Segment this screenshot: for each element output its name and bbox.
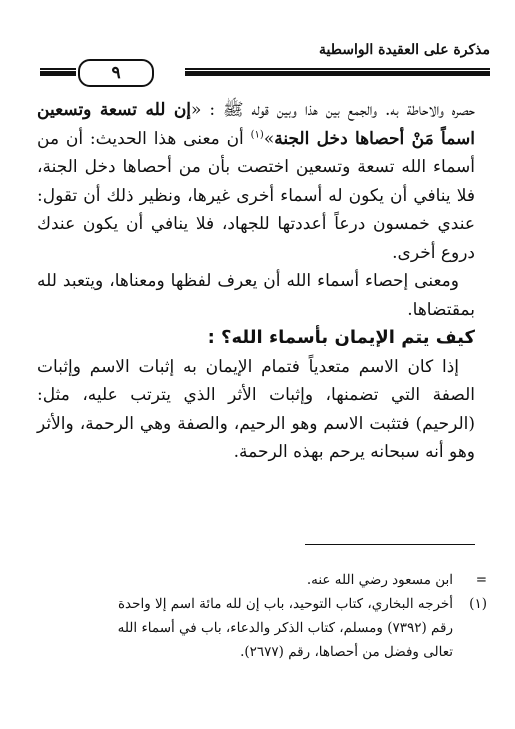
footnote-separator xyxy=(305,544,475,545)
hadith-quote: إن لله تسعة وتسعين اسماً مَنْ أحصاها دخل الجنة xyxy=(37,100,475,149)
running-title: مذكرة على العقيدة الواسطية xyxy=(319,42,490,58)
page-number: ٩ xyxy=(78,59,154,87)
footnote-1-line-1: أخرجه البخاري، كتاب التوحيد، باب إن لله مائة اسم إلا واحدة xyxy=(117,596,453,612)
footnote-continued-text: ابن مسعود رضي الله عنه. xyxy=(306,572,453,588)
footnote-continued-mark: = xyxy=(475,572,487,588)
footnote-continued xyxy=(31,568,487,592)
quote-close: » xyxy=(263,128,275,149)
footnote-1-line-2: رقم (٧٣٩٢) ومسلم، كتاب الذكر والدعاء، باب في أسماء الله xyxy=(117,620,453,636)
paragraph-1-rest: أن معنى هذا الحديث: أن من أسماء الله تسعة وتسعين اختصت بأن من أحصاها دخل الجنة، فلا ينافي أن يكون له أسماء أخرى غيرها، ونظير ذلك أن تقول: عندي خمسون درعاً أعددتها للجهاد، فلا ينافي أن يكون عندك دروع أخرى. xyxy=(37,128,475,263)
main-text xyxy=(37,96,475,467)
header-rule-thick xyxy=(185,71,490,76)
header-rule-left-thin xyxy=(40,68,76,70)
header-rule-thin xyxy=(185,68,490,70)
header-rule-left-thick xyxy=(40,71,76,76)
paragraph-1 xyxy=(37,96,475,267)
page-header xyxy=(40,40,490,90)
section-heading: كيف يتم الإيمان بأسماء الله؟ : xyxy=(207,327,475,348)
paragraph-1-start: حصره والاحاطة به. والجمع بين هذا وبين قوله ﷺ : « xyxy=(191,100,475,120)
paragraph-2: ومعنى إحصاء أسماء الله أن يعرف لفظها ومعناها، ويتعبد لله بمقتضاها. xyxy=(37,271,475,320)
footnote-1-mark: (١) xyxy=(469,596,487,612)
footnote-1-line-3: تعالى وفضل من أحصاها، رقم (٢٦٧٧). xyxy=(240,644,453,660)
paragraph-3: إذا كان الاسم متعدياً فتمام الإيمان به إثبات الاسم وإثبات الصفة التي تضمنها، وإثبات الأثر الذي يترتب عليه، مثل: (الرحيم) فتثبت الاسم وهو الرحيم، والصفة وهي الرحمة، والأثر وهو أنه سبحانه يرحم بهذه الرحمة. xyxy=(37,356,475,462)
footnote-ref-1: (١) xyxy=(250,128,264,140)
footnote-1 xyxy=(31,592,487,616)
footnotes xyxy=(31,568,487,664)
